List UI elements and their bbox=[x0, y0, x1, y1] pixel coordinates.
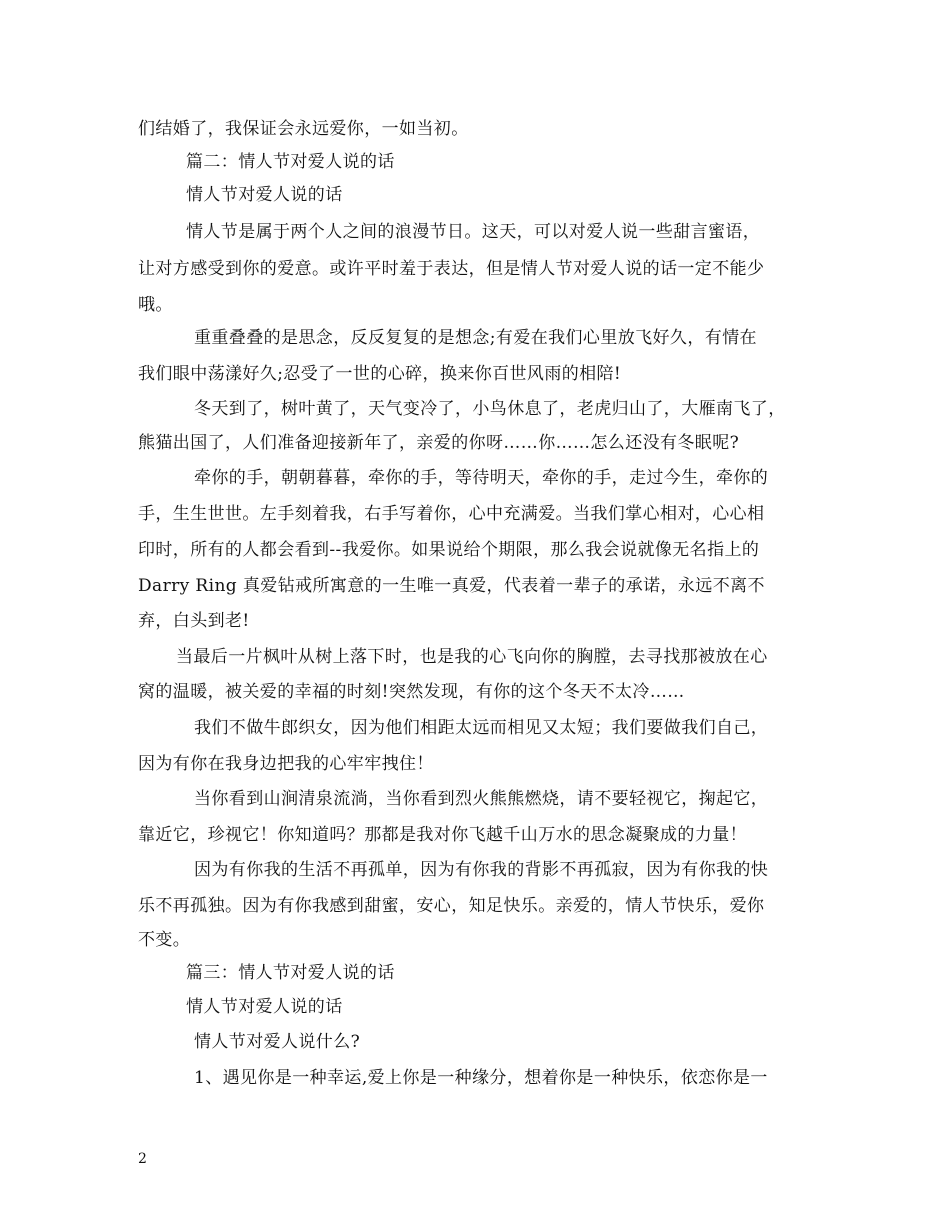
text-line: 手，生生世世。左手刻着我，右手写着你，心中充满爱。当我们掌心相对，心心相 bbox=[138, 504, 765, 524]
text-line: 让对方感受到你的爱意。或许平时羞于表达，但是情人节对爱人说的话一定不能少 bbox=[138, 259, 765, 279]
text-line: 靠近它，珍视它！你知道吗？那都是我对你飞越千山万水的思念凝聚成的力量！ bbox=[138, 825, 747, 845]
text-line: 当你看到山涧清泉流淌，当你看到烈火熊熊燃烧，请不要轻视它，掬起它， bbox=[194, 789, 769, 809]
text-line: 冬天到了，树叶黄了，天气变冷了，小鸟休息了，老虎归山了，大雁南飞了， bbox=[194, 399, 786, 419]
text-line: Darry Ring 真爱钻戒所寓意的一生唯一真爱，代表着一辈子的承诺，永远不离不 bbox=[138, 576, 765, 596]
text-line: 哦。 bbox=[138, 295, 173, 315]
text-line: 情人节是属于两个人之间的浪漫节日。这天，可以对爱人说一些甜言蜜语， bbox=[186, 222, 761, 242]
text-line: 印时，所有的人都会看到--我爱你。如果说给个期限，那么我会说就像无名指上的 bbox=[138, 540, 760, 560]
text-line: 牵你的手，朝朝暮暮，牵你的手，等待明天，牵你的手，走过今生，牵你的 bbox=[194, 468, 769, 488]
section-heading: 篇二：情人节对爱人说的话 bbox=[186, 152, 395, 172]
text-line: 情人节对爱人说什么? bbox=[194, 1032, 361, 1052]
text-line: 当最后一片枫叶从树上落下时，也是我的心飞向你的胸膛，去寻找那被放在心 bbox=[176, 647, 768, 667]
article-title: 情人节对爱人说的话 bbox=[186, 997, 343, 1017]
text-line: 窝的温暖，被关爱的幸福的时刻!突然发现，有你的这个冬天不太冷…… bbox=[138, 682, 685, 702]
text-line: 1、遇见你是一种幸运,爱上你是一种缘分，想着你是一种快乐，依恋你是一 bbox=[194, 1068, 768, 1088]
text-line: 熊猫出国了，人们准备迎接新年了，亲爱的你呀……你……怎么还没有冬眠呢? bbox=[138, 433, 740, 453]
text-line: 重重叠叠的是思念，反反复复的是想念;有爱在我们心里放飞好久，有情在 bbox=[194, 328, 757, 348]
text-line: 因为有你在我身边把我的心牢牢拽住！ bbox=[138, 754, 434, 774]
text-line: 我们眼中荡漾好久;忍受了一世的心碎，换来你百世风雨的相陪! bbox=[138, 364, 622, 384]
text-line: 因为有你我的生活不再孤单，因为有你我的背影不再孤寂，因为有你我的快 bbox=[194, 860, 769, 880]
text-line: 弃，白头到老! bbox=[138, 611, 250, 631]
page-number: 2 bbox=[138, 1151, 147, 1167]
section-heading: 篇三：情人节对爱人说的话 bbox=[186, 963, 395, 983]
text-line: 乐不再孤独。因为有你我感到甜蜜，安心，知足快乐。亲爱的，情人节快乐，爱你 bbox=[138, 896, 765, 916]
text-line: 不变。 bbox=[138, 930, 191, 950]
text-line: 们结婚了，我保证会永远爱你，一如当初。 bbox=[138, 119, 469, 139]
text-line: 我们不做牛郎织女，因为他们相距太远而相见又太短；我们要做我们自己， bbox=[194, 718, 769, 738]
article-title: 情人节对爱人说的话 bbox=[186, 185, 343, 205]
